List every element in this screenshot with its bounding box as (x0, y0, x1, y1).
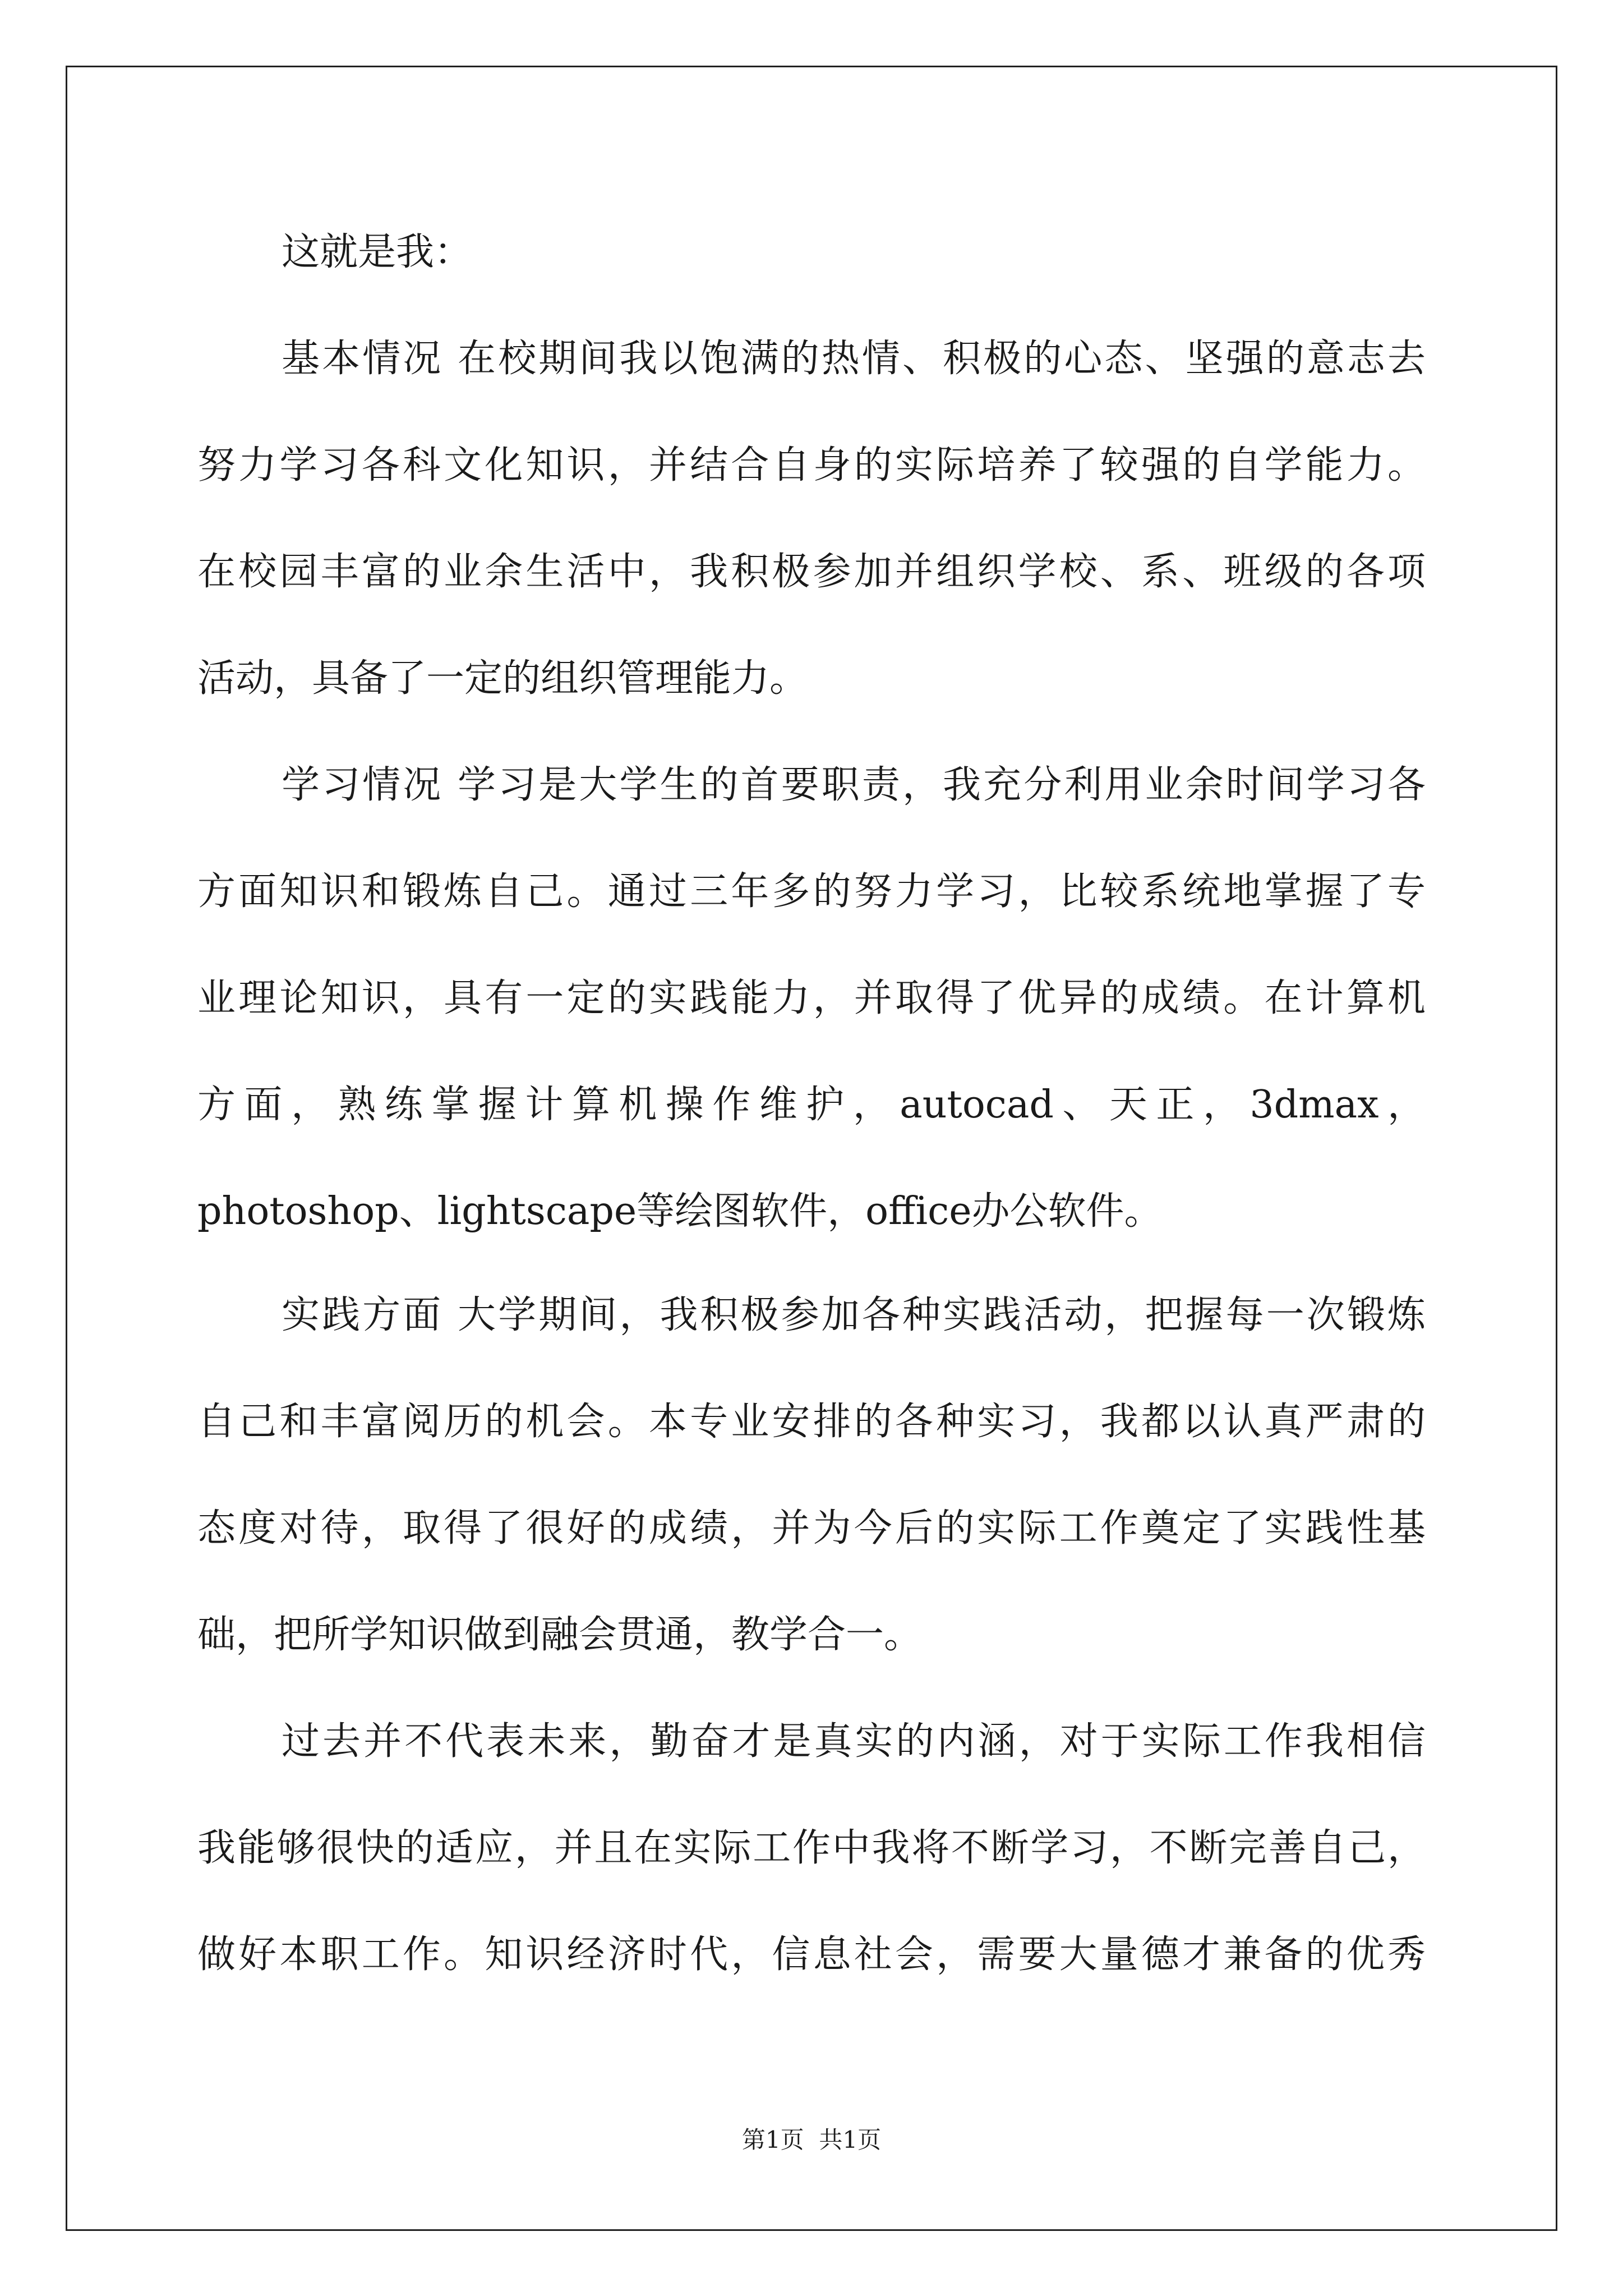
paragraph-basic-line-2: 努力学习各科文化知识，并结合自身的实际培养了较强的自学能力。 (197, 443, 1426, 487)
paragraph-future-line-2: 我能够很快的适应，并且在实际工作中我将不断学习，不断完善自己， (197, 1826, 1426, 1870)
page-number-footer: 第1页 共1页 (741, 2126, 882, 2154)
paragraph-practice-line-1: 实践方面 大学期间，我积极参加各种实践活动，把握每一次锻炼 (282, 1293, 1426, 1337)
paragraph-study-line-2: 方面知识和锻炼自己。通过三年多的努力学习，比较系统地掌握了专 (197, 869, 1426, 914)
paragraph-future-line-3: 做好本职工作。知识经济时代，信息社会，需要大量德才兼备的优秀 (197, 1932, 1426, 1977)
paragraph-intro-line: 这就是我： (282, 230, 473, 274)
paragraph-study-line-5: photoshop、lightscape等绘图软件，office办公软件。 (197, 1189, 1163, 1234)
paragraph-study-line-4: 方面，熟练掌握计算机操作维护，autocad、天正，3dmax， (197, 1083, 1426, 1127)
paragraph-future-line-1: 过去并不代表未来，勤奋才是真实的内涵，对于实际工作我相信 (282, 1719, 1426, 1764)
paragraph-practice-line-4: 础，把所学知识做到融会贯通，教学合一。 (197, 1613, 923, 1657)
paragraph-basic-line-1: 基本情况 在校期间我以饱满的热情、积极的心态、坚强的意志去 (282, 337, 1426, 381)
paragraph-practice-line-2: 自己和丰富阅历的机会。本专业安排的各种实习，我都以认真严肃的 (197, 1400, 1426, 1444)
paragraph-study-line-1: 学习情况 学习是大学生的首要职责，我充分利用业余时间学习各 (282, 763, 1426, 807)
paragraph-study-line-3: 业理论知识，具有一定的实践能力，并取得了优异的成绩。在计算机 (197, 976, 1426, 1020)
paragraph-basic-line-3: 在校园丰富的业余生活中，我积极参加并组织学校、系、班级的各项 (197, 550, 1426, 594)
page-border (66, 66, 1557, 2231)
paragraph-basic-line-4: 活动，具备了一定的组织管理能力。 (197, 656, 808, 701)
paragraph-practice-line-3: 态度对待，取得了很好的成绩，并为今后的实际工作奠定了实践性基 (197, 1506, 1426, 1550)
